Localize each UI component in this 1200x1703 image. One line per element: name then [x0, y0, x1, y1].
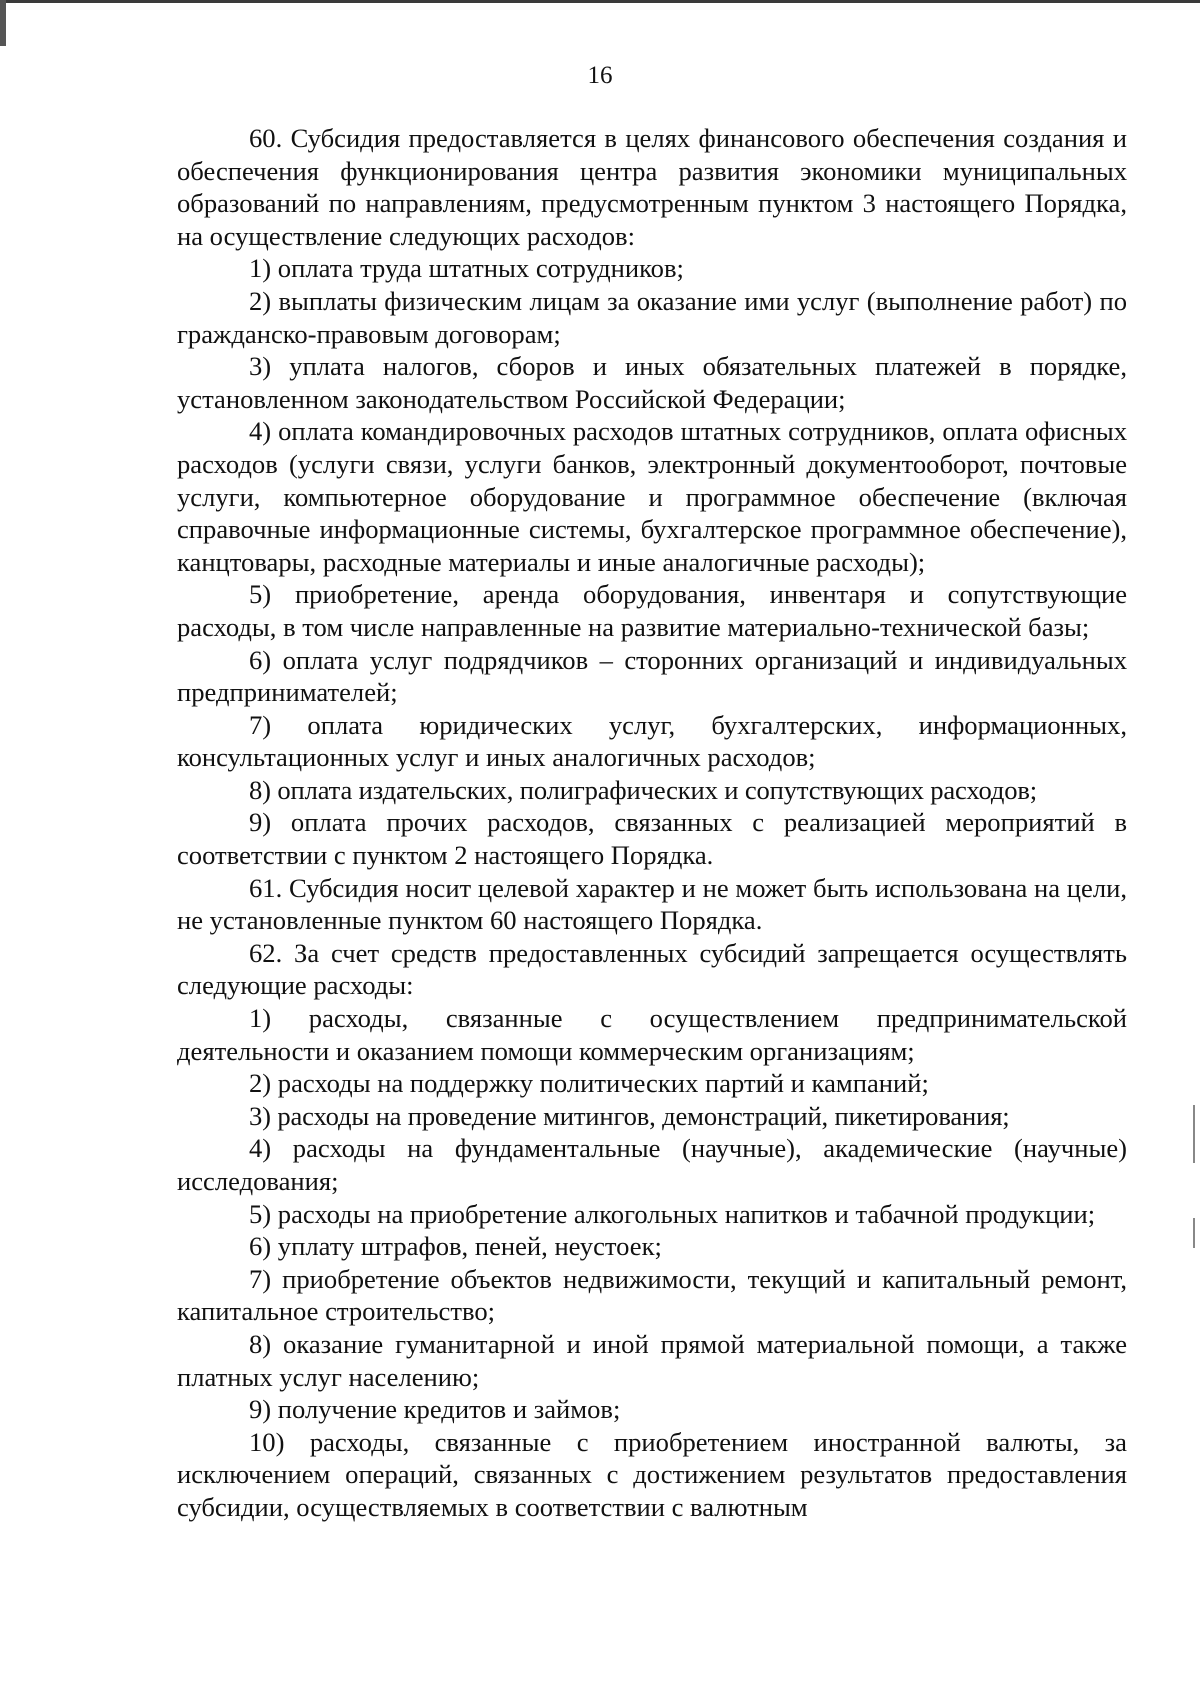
list-item: 5) приобретение, аренда оборудования, инвентаря и сопутствующие расходы, в том числе направленные на развитие материально-технической базы; [177, 579, 1127, 642]
list-item: 7) оплата юридических услуг, бухгалтерских, информационных, консультационных услуг и иных аналогичных расходов; [177, 709, 1127, 773]
scan-top-edge [0, 0, 1200, 3]
scan-side-mark [1193, 1218, 1195, 1248]
list-item: 2) выплаты физическим лицам за оказание ими услуг (выполнение работ) по гражданско-правовым договорам; [177, 285, 1127, 349]
list-item: 4) оплата командировочных расходов штатных сотрудников, оплата офисных расходов (услуги связи, услуги банков, электронный документооборот, почтовые услуги, компьютерное оборудование и программное обеспечение (включая справочные информационные системы, бухгалтерское программное обеспечение), канцтовары, расходные материалы и иные аналогичные расходы); [177, 416, 1127, 577]
list-item: 6) оплата услуг подрядчиков – сторонних организаций и индивидуальных предпринимателей; [177, 644, 1127, 708]
list-item: 8) оплата издательских, полиграфических и сопутствующих расходов; [249, 774, 1038, 805]
list-item: 3) уплата налогов, сборов и иных обязательных платежей в порядке, установленном законодательством Российской Федерации; [177, 351, 1127, 414]
list-item: 1) расходы, связанные с осуществлением предпринимательской деятельности и оказанием помощи коммерческим организациям; [177, 1003, 1127, 1066]
list-item: 3) расходы на проведение митингов, демонстраций, пикетирования; [249, 1100, 1010, 1131]
paragraph-62: 62. За счет средств предоставленных субсидий запрещается осуществлять следующие расходы: [177, 937, 1127, 1001]
paragraph-60: 60. Субсидия предоставляется в целях финансового обеспечения создания и обеспечения функционирования центра развития экономики муниципальных образований по направлениям, предусмотренным пунктом 3 настоящего Порядка, на осуществление следующих расходов: [177, 123, 1127, 251]
document-body [177, 122, 1127, 1524]
paragraph-61: 61. Субсидия носит целевой характер и не может быть использована на цели, не установленные пунктом 60 настоящего Порядка. [177, 872, 1127, 936]
list-item: 4) расходы на фундаментальные (научные), академические (научные) исследования; [177, 1133, 1127, 1196]
list-item: 10) расходы, связанные с приобретением иностранной валюты, за исключением операций, связанных с достижением результатов предоставления субсидии, осуществляемых в соответствии с валютным [177, 1426, 1127, 1522]
list-item: 5) расходы на приобретение алкогольных напитков и табачной продукции; [249, 1198, 1096, 1229]
scan-corner-mark [0, 0, 6, 46]
list-item: 8) оказание гуманитарной и иной прямой материальной помощи, а также платных услуг населению; [177, 1328, 1127, 1392]
page-number: 16 [587, 62, 613, 89]
list-item: 9) получение кредитов и займов; [249, 1394, 621, 1425]
list-item: 9) оплата прочих расходов, связанных с реализацией мероприятий в соответствии с пунктом 2 настоящего Порядка. [177, 807, 1127, 871]
scan-side-mark [1193, 1105, 1195, 1163]
list-item: 7) приобретение объектов недвижимости, текущий и капитальный ремонт, капитальное строительство; [177, 1263, 1127, 1327]
list-item: 1) оплата труда штатных сотрудников; [249, 253, 684, 284]
list-item: 2) расходы на поддержку политических партий и кампаний; [249, 1068, 929, 1099]
list-item: 6) уплату штрафов, пеней, неустоек; [249, 1231, 662, 1262]
